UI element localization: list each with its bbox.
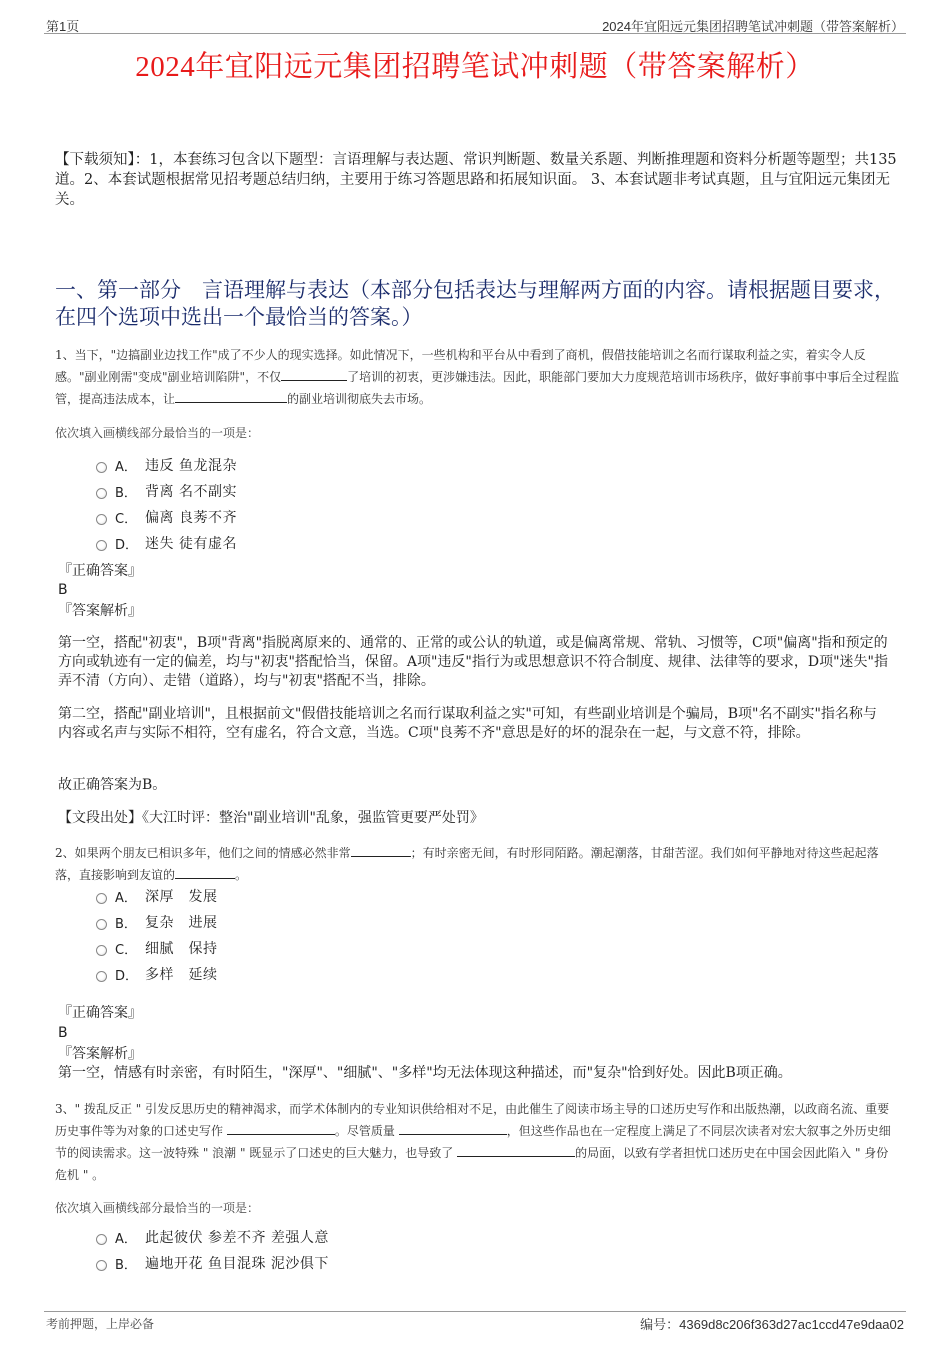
question-1-answer-label: 『正确答案』 [58,563,142,579]
footer-divider [44,1311,906,1312]
fill-blank [399,1122,507,1135]
stem-text: 2、如果两个朋友已相识多年，他们之间的情感必然非常 [55,846,351,860]
question-2-options [96,883,218,987]
stem-text: 了培训的初衷，更涉嫌违法。因此，职能部门要加大力度规范培训市场秩序，做好事前事中事后全过程监管，提高违法成本，让 [55,370,900,406]
radio-icon[interactable] [96,1260,107,1271]
radio-icon[interactable] [96,514,107,525]
radio-icon[interactable] [96,893,107,904]
stem-text: 。尽管质量 [334,1124,395,1138]
question-3-stem [55,1098,900,1186]
stem-text: ；有时亲密无间，有时形同陌路。潮起潮落，甘甜苦涩。我们如何平静地对待这些起起落落，直接影响到友谊的 [55,846,879,882]
question-2-analysis-p1: 第一空，情感有时亲密，有时陌生，"深厚"、"细腻"、"多样"均无法体现这种描述，而"复杂"恰到好处。因此B项正确。 [58,1065,792,1081]
section-heading: 一、第一部分 言语理解与表达（本部分包括表达与理解两方面的内容。请根据题目要求，在四个选项中选出一个最恰当的答案。） [55,278,895,329]
question-1-answer: B [58,582,68,598]
document-title: 2024年宜阳远元集团招聘笔试冲刺题（带答案解析） [135,51,815,83]
radio-icon[interactable] [96,919,107,930]
question-1-options [96,452,237,556]
radio-icon[interactable] [96,1234,107,1245]
fill-blank [281,368,347,381]
radio-icon[interactable] [96,945,107,956]
footer-serial [640,1314,904,1333]
serial-label: 编号： [640,1317,680,1332]
stem-text: 。 [235,868,248,882]
option-a[interactable]: A． 违反 鱼龙混杂 [96,452,237,478]
question-1-prompt: 依次填入画横线部分最恰当的一项是： [55,426,260,440]
option-d[interactable]: D． 多样 延续 [96,961,218,987]
question-2-analysis-label: 『答案解析』 [58,1046,142,1062]
stem-text: 3、" 拨乱反正 " 引发反思历史的精神渴求，而学术体制内的专业知识供给相对不足，由此催生了阅读市场主导的口述历史写作和出版热潮，以政商名流、重要历史事件等为对象的口述史写作 [55,1102,890,1138]
footer-slogan: 考前押题，上岸必备 [46,1317,155,1331]
fill-blank [351,844,411,857]
question-1-analysis-p2: 第二空，搭配"副业培训"，且根据前文"假借技能培训之名而行谋取利益之实"可知，有些副业培训是个骗局，B项"名不副实"指名称与内容或名声与实际不相符，空有虚名，符合文意，当选。C项"良莠不齐"意思是好的坏的混杂在一起，与文意不符，排除。 [58,706,877,741]
option-c[interactable]: C． 细腻 保持 [96,935,218,961]
question-1-source: 【文段出处】《大江时评：整治"副业培训"乱象，强监管更要严处罚》 [58,810,484,826]
stem-text: 的副业培训彻底失去市场。 [287,392,432,406]
option-a[interactable]: A． 深厚 发展 [96,883,218,909]
download-notice: 【下载须知】：1，本套练习包含以下题型：言语理解与表达题、常识判断题、数量关系题、判断推理题和资料分析题等题型；共135道。2、本套试题根据常见招考题总结归纳，主要用于练习答题思路和拓展知识面。 3、本套试题非考试真题，且与宜阳远元集团无关。 [55,152,897,208]
fill-blank [227,1122,335,1135]
question-2-answer: B [58,1025,68,1041]
question-2-stem [55,842,900,886]
radio-icon[interactable] [96,540,107,551]
radio-icon[interactable] [96,488,107,499]
fill-blank [457,1144,575,1157]
fill-blank [175,866,235,879]
question-1-stem [55,344,900,410]
fill-blank [175,390,287,403]
stem-text: ，但这些作品也在一定程度上满足了不同层次读者对宏大叙事之外历史细节的阅读需求。这一波特殊 " 浪潮 " 既显示了口述史的巨大魅力，也导致了 [55,1124,891,1160]
option-a[interactable]: A． 此起彼伏 参差不齐 差强人意 [96,1224,329,1250]
question-3-prompt: 依次填入画横线部分最恰当的一项是： [55,1201,260,1215]
question-1-analysis-label: 『答案解析』 [58,603,142,619]
serial-number: 4369d8c206f363d27ac1ccd47e9daa02 [679,1317,904,1332]
page-number: 第1页 [46,19,80,34]
radio-icon[interactable] [96,971,107,982]
option-c[interactable]: C． 偏离 良莠不齐 [96,504,237,530]
option-b[interactable]: B． 背离 名不副实 [96,478,237,504]
question-1-analysis-p1: 第一空，搭配"初衷"，B项"背离"指脱离原来的、通常的、正常的或公认的轨道，或是偏离常规、常轨、习惯等，C项"偏离"指和预定的方向或轨迹有一定的偏差，均与"初衷"搭配恰当，保留。A项"违反"指行为或思想意识不符合制度、规律、法律等的要求，D项"迷失"指弄不清（方向）、走错（道路），均与"初衷"搭配不当，排除。 [58,635,888,689]
stem-text: 1、当下，"边搞副业边找工作"成了不少人的现实选择。如此情况下，一些机构和平台从中看到了商机，假借技能培训之名而行谋取利益之实，着实令人反感。"副业刚需"变成"副业培训陷阱"，不仅 [55,348,866,384]
question-3-options [96,1224,329,1276]
header-doc-title: 2024年宜阳远元集团招聘笔试冲刺题（带答案解析） [602,19,904,34]
question-2-answer-label: 『正确答案』 [58,1005,142,1021]
question-1-conclusion: 故正确答案为B。 [58,777,167,793]
option-d[interactable]: D． 迷失 徒有虚名 [96,530,237,556]
radio-icon[interactable] [96,462,107,473]
stem-text: 的局面，以致有学者担忧口述历史在中国会因此陷入 " 身份危机 " 。 [55,1146,889,1182]
header-divider [44,33,906,34]
option-b[interactable]: B． 复杂 进展 [96,909,218,935]
option-b[interactable]: B． 遍地开花 鱼目混珠 泥沙俱下 [96,1250,329,1276]
